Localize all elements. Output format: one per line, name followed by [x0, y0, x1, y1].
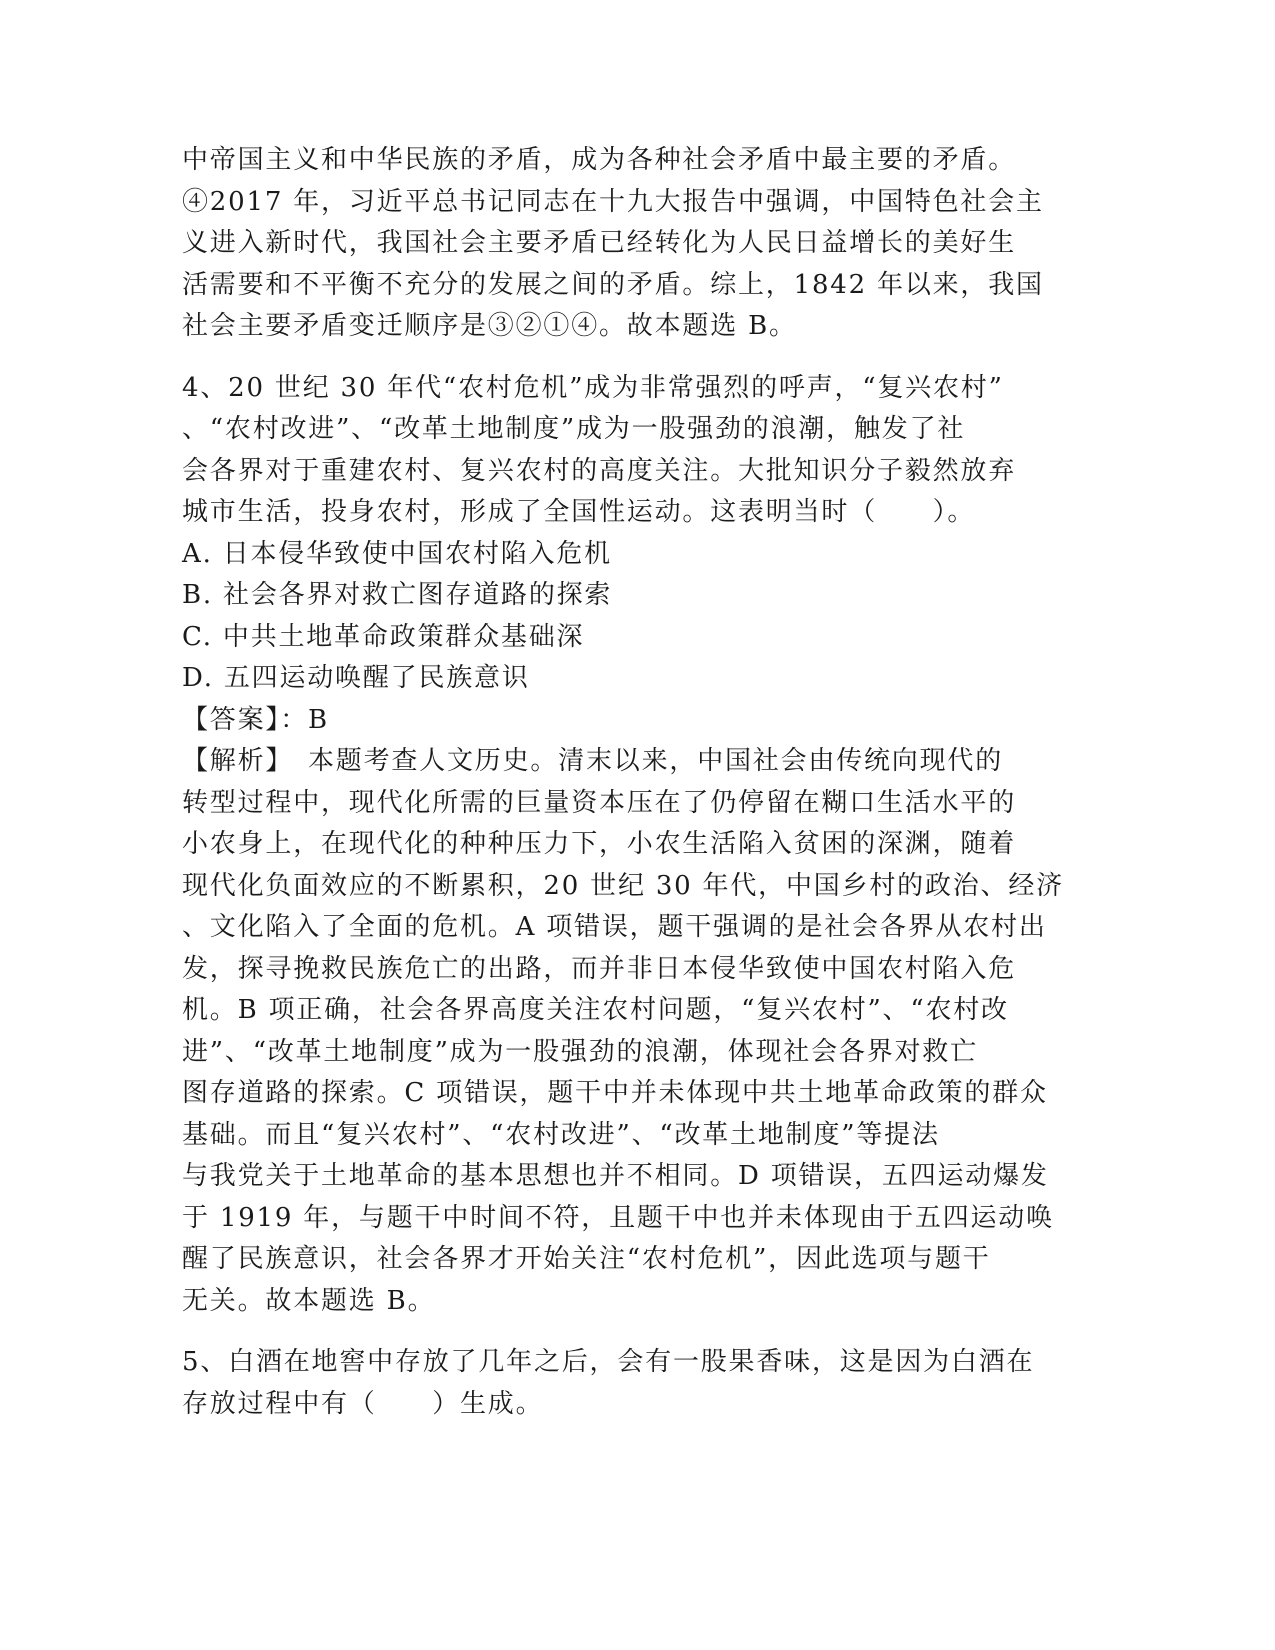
text-line: 转型过程中，现代化所需的巨量资本压在了仍停留在糊口生活水平的 — [182, 787, 1017, 818]
question-4-answer: 【答案】：B — [182, 704, 329, 735]
text-line: 中帝国主义和中华民族的矛盾，成为各种社会矛盾中最主要的矛盾。 — [182, 145, 1017, 175]
text-line: ④2017 年，习近平总书记同志在十九大报告中强调，中国特色社会主 — [182, 186, 1044, 217]
paragraph-gap — [182, 348, 1062, 368]
question-4-stem — [182, 368, 1062, 534]
document-page — [182, 140, 1062, 1425]
text-line: 会各界对于重建农村、复兴农村的高度关注。大批知识分子毅然放弃 — [182, 455, 1017, 486]
text-line: 、“农村改进”、“改革土地制度”成为一股强劲的浪潮，触发了社 — [182, 414, 966, 444]
text-line: 存放过程中有（ ）生成。 — [182, 1388, 544, 1419]
question-4-options — [182, 534, 1062, 700]
text-line: 、文化陷入了全面的危机。A 项错误，题干强调的是社会各界从农村出 — [182, 912, 1047, 942]
text-line: 5、白酒在地窖中存放了几年之后，会有一股果香味，这是因为白酒在 — [182, 1347, 1035, 1377]
question-4-analysis — [182, 741, 1062, 1322]
text-line: 城市生活，投身农村，形成了全国性运动。这表明当时（ ）。 — [182, 497, 976, 527]
option-b: B. 社会各界对救亡图存道路的探索 — [182, 580, 613, 610]
text-line: 现代化负面效应的不断累积，20 世纪 30 年代，中国乡村的政治、经济 — [182, 870, 1064, 901]
text-line: 于 1919 年，与题干中时间不符，且题干中也并未体现由于五四运动唤 — [182, 1202, 1054, 1233]
text-line: 与我党关于土地革命的基本思想也并不相同。D 项错误，五四运动爆发 — [182, 1161, 1049, 1191]
text-line: 发，探寻挽救民族危亡的出路，而并非日本侵华致使中国农村陷入危 — [182, 953, 1017, 984]
text-line: 进”、“改革土地制度”成为一股强劲的浪潮，体现社会各界对救亡 — [182, 1036, 978, 1067]
previous-question-explanation — [182, 140, 1062, 348]
text-line: 义进入新时代，我国社会主要矛盾已经转化为人民日益增长的美好生 — [182, 228, 1017, 258]
option-a: A. 日本侵华致使中国农村陷入危机 — [182, 538, 612, 569]
option-d: D. 五四运动唤醒了民族意识 — [182, 663, 530, 693]
text-line: 图存道路的探索。C 项错误，题干中并未体现中共土地革命政策的群众 — [182, 1078, 1048, 1108]
text-line: 机。B 项正确，社会各界高度关注农村问题，“复兴农村”、“农村改 — [182, 995, 1009, 1025]
text-line: 4、20 世纪 30 年代“农村危机”成为非常强烈的呼声，“复兴农村” — [182, 372, 1004, 403]
text-line: 活需要和不平衡不充分的发展之间的矛盾。综上，1842 年以来，我国 — [182, 269, 1044, 300]
text-line: 无关。故本题选 B。 — [182, 1285, 436, 1316]
question-5 — [182, 1342, 1062, 1425]
question-4 — [182, 368, 1062, 1323]
paragraph-gap — [182, 1322, 1062, 1342]
text-line: 社会主要矛盾变迁顺序是③②①④。故本题选 B。 — [182, 311, 797, 341]
text-line: 【解析】 本题考查人文历史。清末以来，中国社会由传统向现代的 — [182, 746, 1004, 776]
text-line: 小农身上，在现代化的种种压力下，小农生活陷入贫困的深渊，随着 — [182, 829, 1017, 859]
text-line: 醒了民族意识，社会各界才开始关注“农村危机”，因此选项与题干 — [182, 1244, 991, 1274]
option-c: C. 中共土地革命政策群众基础深 — [182, 621, 585, 652]
text-line: 基础。而且“复兴农村”、“农村改进”、“改革土地制度”等提法 — [182, 1119, 940, 1150]
